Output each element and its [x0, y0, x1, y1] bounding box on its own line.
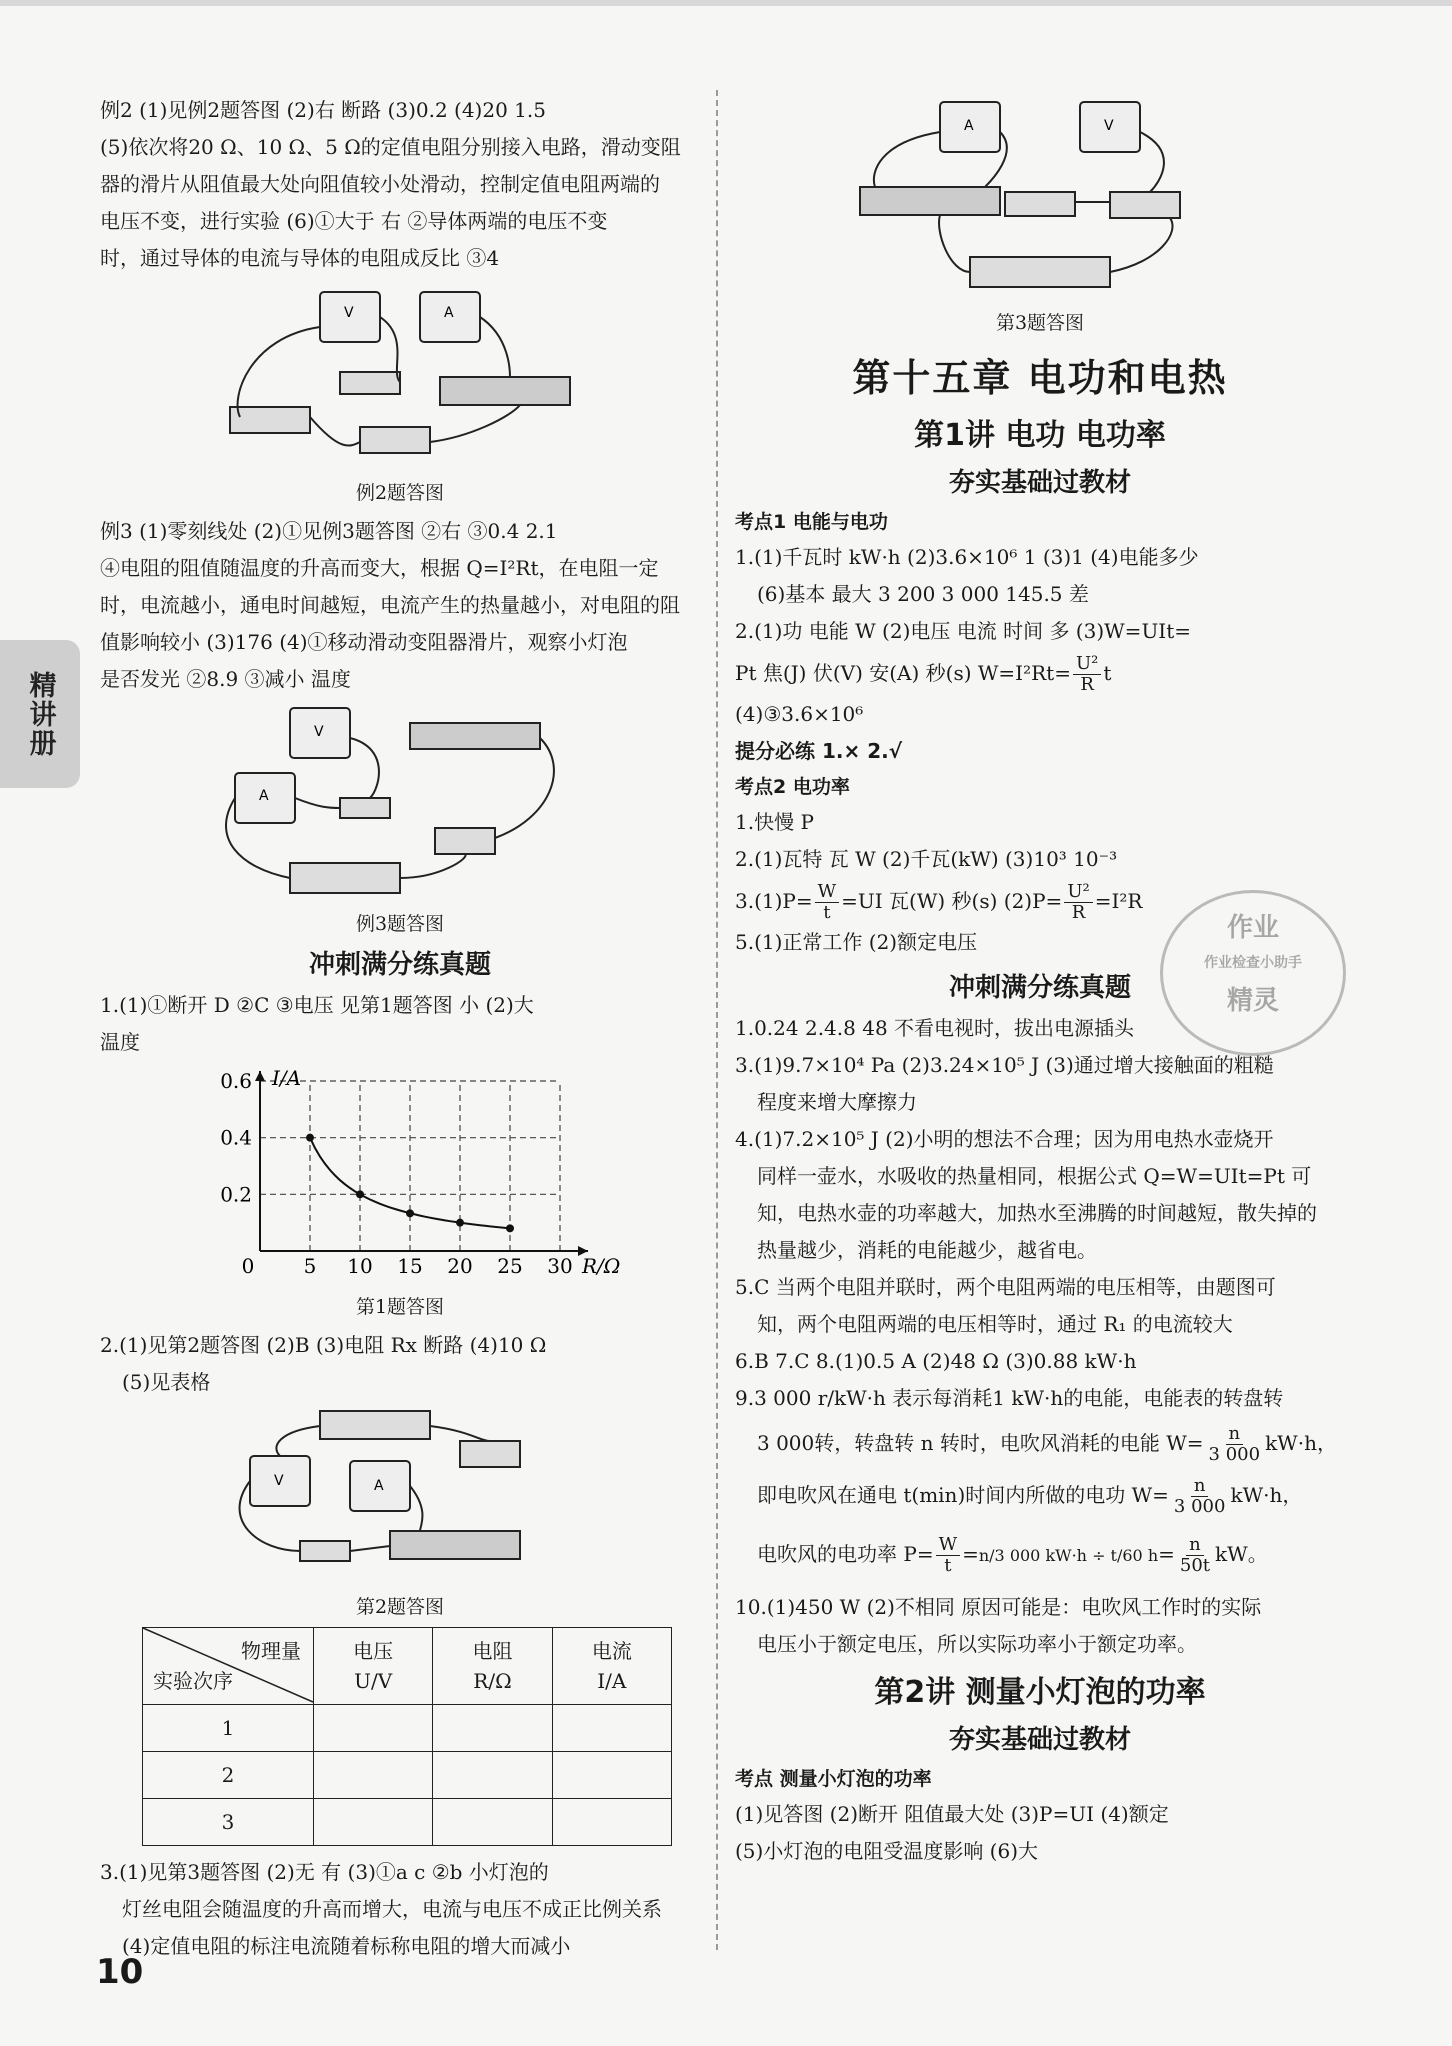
kd1-line-5: (4)③3.6×10⁶	[735, 702, 864, 726]
kd1-line-4: Pt 焦(J) 伏(V) 安(A) 秒(s) W=I²Rt= $\frac{\text{U²}}{R}$ t	[735, 653, 1112, 695]
r-line-5b: 知，两个电阻两端的电压相等时，通过 R₁ 的电流较大	[757, 1312, 1233, 1336]
svg-text:A: A	[964, 118, 974, 134]
ex3-line-2: ④电阻的阻值随温度的升高而变大，根据 Q=I²Rt，在电阻一定	[100, 556, 659, 580]
chart-x-tick-label: 0	[241, 1254, 255, 1278]
r-line-4d: 热量越少，消耗的电能越少，越省电。	[757, 1238, 1097, 1262]
side-tab: 精讲册	[0, 640, 80, 788]
kaodian-3-title: 考点 测量小灯泡的功率	[735, 1768, 932, 1790]
q1-line-1: 1.(1)①断开 D ②C ③电压 见第1题答图 小 (2)大	[100, 993, 534, 1017]
chart-y-label: I/A	[272, 1066, 302, 1090]
kd3-line-2: (5)小灯泡的电阻受温度影响 (6)大	[735, 1839, 1039, 1863]
chart-x-tick-label: 20	[447, 1254, 473, 1278]
ex2-line-5: 时，通过导体的电流与导体的电阻成反比 ③4	[100, 246, 500, 270]
chapter-title: 第十五章 电功和电热	[852, 356, 1228, 400]
r-line-9b: 3 000转，转盘转 n 转时，电吹风消耗的电能 W= $\frac{n}{3 000}$ kW·h，	[757, 1423, 1337, 1465]
ex3-line-5: 是否发光 ②8.9 ③减小 温度	[100, 667, 351, 691]
svg-text:V: V	[1104, 118, 1114, 134]
ex3-circuit-figure	[210, 698, 590, 908]
kd1-line-3: 2.(1)功 电能 W (2)电压 电流 时间 多 (3)W=UIt=	[735, 619, 1191, 643]
chart-data-point	[406, 1209, 414, 1217]
ex2-line-4: 电压不变，进行实验 (6)①大于 右 ②导体两端的电压不变	[100, 209, 608, 233]
q3-line-3: (4)定值电阻的标注电流随着标称电阻的增大而减小	[122, 1934, 571, 1958]
kd1-line-2: (6)基本 最大 3 200 3 000 145.5 差	[757, 582, 1089, 606]
svg-text:V: V	[274, 1473, 284, 1489]
chart-data-point	[506, 1224, 514, 1232]
svg-text:A: A	[374, 1478, 384, 1494]
table-row: 2	[143, 1752, 672, 1799]
r-line-4b: 同样一壶水，水吸收的热量相同，根据公式 Q=W=UIt=Pt 可	[757, 1164, 1312, 1188]
q2-circuit-figure	[220, 1401, 580, 1591]
column-divider	[716, 90, 718, 1950]
page-top-edge	[0, 0, 1452, 6]
page-number: 10	[96, 1952, 144, 1992]
basics-2-title: 夯实基础过教材	[948, 1725, 1131, 1755]
q2-figure-caption: 第2题答图	[355, 1596, 445, 1618]
r-line-9d: 电吹风的电功率 P= $\frac{W}{t}$ =n/3 000 kW·h ÷ t/60 h= $\frac{n}{50t}$ kW。	[757, 1534, 1268, 1576]
svg-text:V: V	[344, 305, 354, 321]
table-col-voltage: 电压 U/V	[314, 1628, 433, 1705]
q1-line-chart	[190, 1061, 621, 1291]
table-header-trial: 实验次序	[153, 1669, 233, 1693]
table-row: 3	[143, 1799, 672, 1846]
svg-text:A: A	[444, 305, 454, 321]
left-section-title: 冲刺满分练真题	[308, 950, 491, 980]
ex3-figure-caption: 例3题答图	[355, 913, 445, 935]
ex3-line-4: 值影响较小 (3)176 (4)①移动滑动变阻器滑片，观察小灯泡	[100, 630, 628, 654]
r-line-9a: 9.3 000 r/kW·h 表示每消耗1 kW·h的电能，电能表的转盘转	[735, 1386, 1284, 1410]
watermark-stamp: 作业 作业检查小助手 精灵	[1160, 890, 1346, 1056]
ex2-line-1: 例2 (1)见例2题答图 (2)右 断路 (3)0.2 (4)20 1.5	[100, 98, 546, 122]
chart-x-tick-label: 5	[303, 1254, 317, 1278]
r-line-9c: 即电吹风在通电 t(min)时间内所做的电功 W= $\frac{n}{3 000}$ kW·h，	[757, 1475, 1303, 1517]
chart-data-point	[456, 1219, 464, 1227]
kd2-line-3: 3.(1)P= $\frac{W}{t}$ =UI 瓦(W) 秒(s) (2)P= $\frac{\text{U²}}{R}$ =I²R	[735, 881, 1143, 923]
chart-y-tick-label: 0.2	[220, 1182, 252, 1207]
example-2	[100, 92, 700, 277]
r-line-3a: 3.(1)9.7×10⁴ Pa (2)3.24×10⁵ J (3)通过增大接触面的粗糙	[735, 1053, 1274, 1077]
left-column	[100, 92, 700, 1965]
kd2-line-4: 5.(1)正常工作 (2)额定电压	[735, 930, 978, 954]
table-header-quantity: 物理量	[241, 1639, 301, 1663]
kd2-line-2: 2.(1)瓦特 瓦 W (2)千瓦(kW) (3)10³ 10⁻³	[735, 847, 1118, 871]
r-line-3b: 程度来增大摩擦力	[757, 1090, 917, 1114]
r-line-10a: 10.(1)450 W (2)不相同 原因可能是：电吹风工作时的实际	[735, 1595, 1262, 1619]
chart-y-tick-label: 0.6	[220, 1069, 252, 1093]
q1-figure-caption: 第1题答图	[355, 1296, 445, 1318]
r-line-1: 1.0.24 2.4.8 48 不看电视时，拔出电源插头	[735, 1016, 1135, 1040]
r-line-5a: 5.C 当两个电阻并联时，两个电阻两端的电压相等，由题图可	[735, 1275, 1276, 1299]
table-col-resistance: 电阻 R/Ω	[433, 1628, 552, 1705]
q2-line-2: (5)见表格	[122, 1370, 211, 1394]
kaodian-2-title: 考点2 电功率	[735, 776, 850, 798]
r-line-6: 6.B 7.C 8.(1)0.5 A (2)48 Ω (3)0.88 kW·h	[735, 1349, 1137, 1373]
lecture-1-title: 第1讲 电功 电功率	[914, 418, 1166, 453]
basics-title: 夯实基础过教材	[948, 468, 1131, 498]
chart-x-tick-label: 30	[547, 1254, 573, 1278]
chart-x-tick-label: 25	[497, 1254, 523, 1278]
table-row: 1	[143, 1705, 672, 1752]
svg-text:A: A	[259, 788, 269, 804]
tifen-line: 提分必练 1.× 2.√	[735, 739, 903, 763]
chart-y-arrow	[255, 1071, 265, 1081]
q2-data-table	[142, 1627, 672, 1846]
ex3-line-1: 例3 (1)零刻线处 (2)①见例3题答图 ②右 ③0.4 2.1	[100, 519, 558, 543]
example-3	[100, 513, 700, 698]
chart-data-point	[356, 1190, 364, 1198]
q3-line-1: 3.(1)见第3题答图 (2)无 有 (3)①a c ②b 小灯泡的	[100, 1860, 549, 1884]
ex2-circuit-figure	[210, 277, 590, 477]
r-line-4c: 知，电热水壶的功率越大，加热水至沸腾的时间越短，散失掉的	[757, 1201, 1317, 1225]
table-diagonal-header	[143, 1628, 314, 1705]
table-col-current: 电流 I/A	[552, 1628, 671, 1705]
chart-x-tick-label: 10	[347, 1254, 373, 1278]
svg-text:V: V	[314, 724, 324, 740]
right-section-title: 冲刺满分练真题	[948, 973, 1131, 1003]
kd2-line-1: 1.快慢 P	[735, 810, 814, 834]
r-line-4a: 4.(1)7.2×10⁵ J (2)小明的想法不合理；因为用电热水壶烧开	[735, 1127, 1274, 1151]
kd1-line-1: 1.(1)千瓦时 kW·h (2)3.6×10⁶ 1 (3)1 (4)电能多少	[735, 545, 1199, 569]
q2-line-1: 2.(1)见第2题答图 (2)B (3)电阻 Rx 断路 (4)10 Ω	[100, 1333, 547, 1357]
chart-data-point	[306, 1134, 314, 1142]
chart-y-tick-label: 0.4	[220, 1125, 252, 1150]
ex2-line-3: 器的滑片从阻值最大处向阻值较小处滑动，控制定值电阻两端的	[100, 172, 660, 196]
ex2-figure-caption: 例2题答图	[355, 482, 445, 504]
ex2-line-2: (5)依次将20 Ω、10 Ω、5 Ω的定值电阻分别接入电路，滑动变阻	[100, 135, 681, 159]
ex3-line-3: 时，电流越小，通电时间越短，电流产生的热量越小，对电阻的阻	[100, 593, 680, 617]
lecture-2-title: 第2讲 测量小灯泡的功率	[874, 1675, 1206, 1710]
chart-x-tick-label: 15	[397, 1254, 423, 1278]
chart-x-label: R/Ω	[582, 1254, 621, 1278]
right-q3-caption: 第3题答图	[995, 312, 1085, 334]
q3-circuit-figure	[840, 92, 1240, 307]
kd3-line-1: (1)见答图 (2)断开 阻值最大处 (3)P=UI (4)额定	[735, 1802, 1169, 1826]
r-line-10b: 电压小于额定电压，所以实际功率小于额定功率。	[757, 1632, 1197, 1656]
kaodian-1-title: 考点1 电能与电功	[735, 511, 888, 533]
q1-line-2: 温度	[100, 1030, 140, 1054]
q3-line-2: 灯丝电阻会随温度的升高而增大，电流与电压不成正比例关系	[122, 1897, 662, 1921]
